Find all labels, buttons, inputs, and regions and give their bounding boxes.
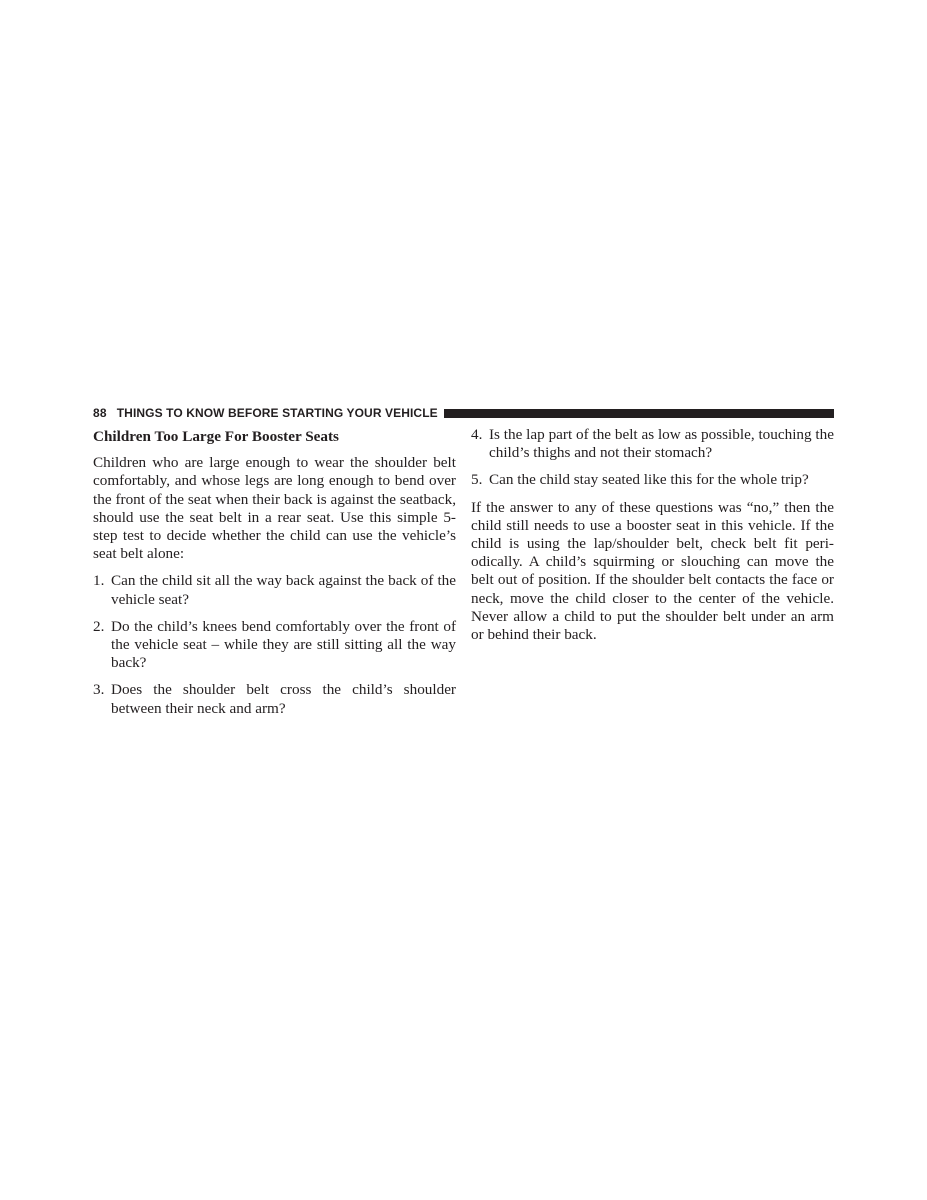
step-text: Is the lap part of the belt as low as possible, touching the child’s thighs and not their stomach? [489, 426, 834, 462]
step-number: 5. [471, 471, 483, 489]
section-heading: Children Too Large For Booster Seats [93, 428, 339, 445]
intro-paragraph: Children who are large enough to wear the shoulder belt comfortably, and whose legs are long enough to bend over the front of the seat when their back is against the seatback, should use the seat belt in a rear seat. Use this simple 5-step test to decide whether the child can use the vehicle’s seat belt alone: [93, 454, 456, 563]
list-item [93, 572, 456, 608]
steps-list-part-2 [471, 426, 834, 490]
step-text: Can the child stay seated like this for the whole trip? [489, 471, 809, 489]
page-number: 88 [93, 406, 107, 420]
step-text: Can the child sit all the way back against the back of the vehicle seat? [111, 572, 456, 608]
step-number: 3. [93, 681, 105, 699]
right-column [471, 426, 834, 653]
step-number: 2. [93, 617, 105, 635]
page-header [93, 405, 834, 421]
step-text: Do the child’s knees bend comfortably over the front of the vehicle seat – while they are still sitting all the way back? [111, 617, 456, 672]
conclusion-paragraph: If the answer to any of these questions was “no,” then the child still needs to use a booster seat in this vehicle. If the child is using the lap/shoulder belt, check belt fit peri-odically. A child’s squirming or slouching can move the belt out of position. If the shoulder belt contacts the face or neck, move the child closer to the center of the vehicle. Never allow a child to put the shoulder belt under an arm or behind their back. [471, 498, 834, 644]
section-title: THINGS TO KNOW BEFORE STARTING YOUR VEHICLE [116, 406, 438, 420]
step-number: 4. [471, 426, 483, 443]
step-number: 1. [93, 572, 105, 590]
header-rule [444, 409, 834, 418]
list-item [471, 471, 834, 489]
list-item [471, 426, 834, 462]
left-column [93, 426, 456, 727]
list-item [93, 681, 456, 717]
list-item [93, 618, 456, 673]
steps-list-part-1 [93, 572, 456, 717]
step-text: Does the shoulder belt cross the child’s shoulder between their neck and arm? [111, 681, 456, 717]
